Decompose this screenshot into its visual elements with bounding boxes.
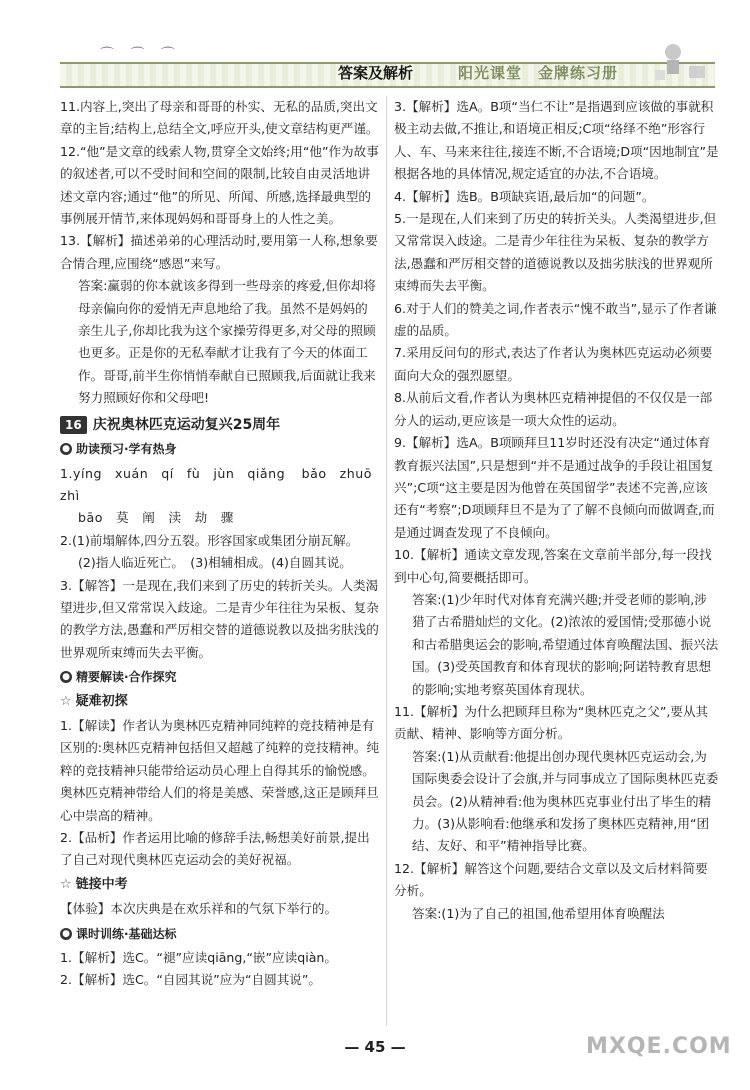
right-7: 7.采用反问句的形式,表达了作者认为奥林匹克运动必须要面向大众的强烈愿望。 — [394, 345, 713, 383]
vocab-2: 2.(1)前塌解体,四分五裂。形容国家或集团分崩瓦解。 — [60, 532, 359, 548]
right-6: 6.对于人们的赞美之词,作者表示“愧不敢当”,显示了作者谦虚的品质。 — [394, 300, 717, 339]
left-column — [60, 96, 385, 992]
bullet-icon: ● — [60, 443, 72, 455]
answer-3: 3.【解答】一是现在,我们来到了历史的转折关头。人类渴望进步,但又常常误入歧途。二是青少年往往为呆板、复杂的教学方法,愚蠢和严厉相交替的道德说教以及拙劣肤浅的世界观所束缚而失去平衡。 — [60, 577, 379, 660]
right-10: 10.【解析】通读文章发现,答案在文章前半部分,每一段找到中心句,简要概括即可。 — [394, 547, 712, 585]
page-header — [60, 40, 715, 88]
trophy-decoration-icon — [645, 40, 715, 84]
star-head-difficulty: ☆ 疑难初探 — [60, 691, 380, 713]
header-brand: 阳光课堂 金牌练习册 — [458, 64, 619, 82]
right-8: 8.从前后文看,作者认为奥林匹克精神提倡的不仅仅是一部分人的运动,更应该是一项大众性的运动。 — [394, 390, 713, 428]
hanzi-line: bāo 莫 阐 渎 劫 骤 — [78, 510, 234, 526]
training-2: 2.【解析】选C。“自园其说”应为“自圆其说”。 — [60, 972, 322, 988]
star-icon: ☆ — [60, 876, 72, 892]
answer-13: 13.【解析】描述弟弟的心理活动时,要用第一人称,想象要合情合理,应围绕“感恩”来写。 — [60, 233, 378, 271]
right-9: 9.【解析】选A。B项顾拜旦11岁时还没有决定“通过体育教育振兴法国”,只是想到“并不是通过战争的手段让祖国复兴”;C项“这主要是因为他曾在英国留学”表述不完善,应该还有“考察”;D项顾拜旦不是为了了解不良倾向而做调查,而是通过调查发现了不良倾向。 — [394, 435, 715, 540]
pinyin-line: 1.yíng xuán qí fù jùn qiǎng bǎo zhuō zhì — [60, 465, 385, 503]
section-16-title — [60, 414, 380, 436]
answer-11: 11.内容上,突出了母亲和哥哥的朴实、无私的品质,突出文章的主旨;结构上,总结全文,呼应开头,使文章结构更严谨。 — [60, 99, 379, 137]
section-number: 16 — [60, 416, 87, 434]
interpret-2: 2.【品析】作者运用比喻的修辞手法,畅想美好前景,提出了自己对现代奥林匹克运动会的美好祝福。 — [60, 830, 370, 868]
subhead-preview: ● 助读预习·学有热身 — [60, 438, 380, 460]
watermark: MXQE.COM — [586, 1034, 732, 1059]
vocab-2-cont: (2)指人临近死亡。 (3)相辅相成。(4)自圆其说。 — [78, 555, 352, 571]
experience: 【体验】本次庆典是在欢乐祥和的气氛下举行的。 — [60, 901, 338, 917]
right-10-answer: 答案:(1)少年时代对体育充满兴趣;并受老师的影响,涉猎了古希腊灿烂的文化。(2)浓浓的爱国情;受那德小说和古希腊奥运会的影响,希望通过体育唤醒法国、振兴法国。(3)受英国教育和体育现状的影响;阿诺特教育思想的影响;实地考察英国体育现状。 — [412, 591, 719, 697]
right-4: 4.【解析】选B。B项缺宾语,最后加“的问题”。 — [394, 188, 655, 204]
answer-13-text: 答案:赢弱的你本就该多得到一些母亲的疼爱,但你却将母亲偏向你的爱悄无声息地给了我。虽然不是妈妈的亲生儿子,你却比我为这个家操劳得更多,对父母的照顾也更多。正是你的无私奉献才让我有了今天的体面工作。哥哥,前半生你悄悄奉献自已照顾我,后面就让我来努力照顾好你和父母吧! — [78, 278, 376, 406]
right-11-answer: 答案:(1)从贡献看:他提出创办现代奥林匹克运动会,为国际奥委会设计了会旗,并与同事成立了国际奥林匹克委员会。(2)从精神看:他为奥林匹克事业付出了毕生的精力。(3)从影响看:他继承和发扬了奥林匹克精神,用“团结、友好、和平”精神指导比赛。 — [412, 748, 719, 854]
answer-12: 12.“他”是文章的线索人物,贯穿全文始终;用“他”作为故事的叙述者,可以不受时间和空间的限制,比较自由灵活地讲述文章内容;通过“他”的所见、所闻、所感,选择最典型的事例展开情节,来体现妈妈和哥哥身上的人性之美。 — [60, 143, 379, 227]
subhead-reading: ● 精要解读·合作探究 — [60, 666, 380, 688]
bullet-icon: ● — [60, 671, 72, 683]
star-icon: ☆ — [60, 693, 72, 709]
page-number: — 45 — — [344, 1038, 406, 1056]
birds-decoration-icon: ⌒ ⌒ ⌒ — [100, 47, 181, 63]
subhead-training: ● 课时训练·基础达标 — [60, 923, 380, 945]
training-1: 1.【解析】选C。“褪”应读qiāng,“嵌”应读qiàn。 — [60, 950, 338, 966]
right-3: 3.【解析】选A。B项“当仁不让”是指遇到应该做的事就积极主动去做,不推让,和语境正相反;C项“络绎不绝”形容行人、车、马来来往往,接连不断,不合语境;D项“因地制宜”是根据各地的具体情况,规定适宜的办法,不合语境。 — [394, 99, 719, 182]
right-11: 11.【解析】为什么把顾拜旦称为“奥林匹克之父”,要从其贡献、精神、影响等方面分析。 — [394, 703, 709, 742]
header-title: 答案及解析 — [338, 64, 414, 82]
column-divider — [386, 96, 387, 1026]
right-5: 5.一是现在,人们来到了历史的转折关头。人类渴望进步,但又常常误入歧途。二是青少年往往为呆板、复杂的教学方法,愚蠢和严厉相交替的道德说教以及拙劣肤浅的世界观所束缚而失去平衡。 — [394, 211, 717, 294]
right-12-answer: 答案:(1)为了自己的祖国,他希望用体育唤醒法 — [412, 905, 665, 921]
interpret-1: 1.【解读】作者认为奥林匹克精神同纯粹的竞技精神是有区别的:奥林匹克精神包括但又超越了纯粹的竞技精神。纯粹的竞技精神只能带给运动员心理上自得其乐的愉悦感。奥林匹克精神带给人们的将是美感、荣誉感,这正是顾拜旦心中崇高的精神。 — [60, 717, 380, 823]
right-12: 12.【解析】解答这个问题,要结合文章以及文后材料简要分析。 — [394, 860, 708, 899]
star-head-exam: ☆ 链接中考 — [60, 874, 380, 896]
section-title-text: 庆祝奥林匹克运动复兴25周年 — [92, 416, 281, 433]
right-column — [394, 96, 719, 925]
bullet-icon: ● — [60, 928, 72, 940]
